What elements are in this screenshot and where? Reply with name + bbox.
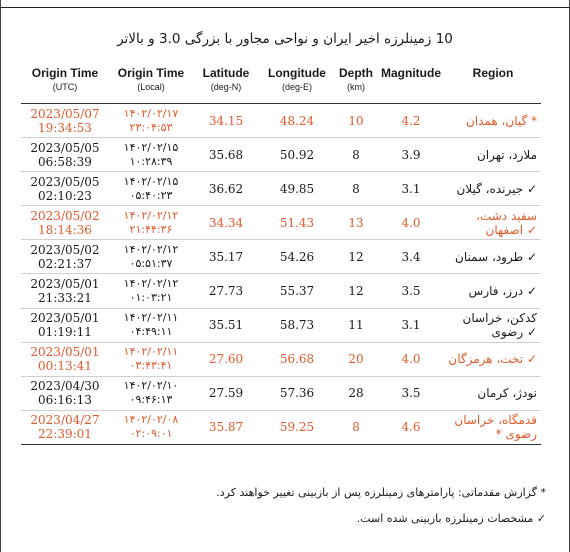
utc-date: 2023/05/05 xyxy=(30,174,100,189)
local-time: ۰۴:۴۹:۱۱ xyxy=(129,325,173,339)
cell-origin-local xyxy=(109,206,193,240)
cell-origin-local xyxy=(109,342,193,376)
cell-origin-local xyxy=(109,172,193,206)
local-date: ۱۴۰۲/۰۲/۱۰ xyxy=(123,379,179,393)
utc-time: 18:14:36 xyxy=(38,222,92,237)
cell-magnitude: 3.5 xyxy=(377,376,445,410)
utc-time: 06:16:13 xyxy=(38,393,92,408)
header-depth: Depth (km) xyxy=(335,62,377,104)
local-date: ۱۴۰۲/۰۲/۱۷ xyxy=(123,106,179,120)
cell-origin-utc xyxy=(21,138,109,172)
region-line-2: رضوی * xyxy=(495,427,537,442)
cell-latitude: 35.68 xyxy=(193,138,259,172)
table-header-row xyxy=(21,62,541,104)
utc-time: 02:10:23 xyxy=(38,188,92,203)
table-row xyxy=(21,240,541,274)
cell-origin-local xyxy=(109,274,193,308)
region-line-1: کدکن، خراسان xyxy=(462,311,537,326)
cell-region xyxy=(445,240,541,274)
region-line-1: سفید دشت، xyxy=(476,208,537,223)
cell-latitude: 35.51 xyxy=(193,308,259,342)
cell-longitude: 49.85 xyxy=(259,172,335,206)
region-line-1: نودژ، کرمان xyxy=(477,386,537,401)
header-origin-utc: Origin Time (UTC) xyxy=(21,62,109,104)
cell-origin-local xyxy=(109,138,193,172)
cell-magnitude: 3.9 xyxy=(377,138,445,172)
header-region: Region xyxy=(445,62,541,104)
cell-origin-utc xyxy=(21,104,109,138)
cell-depth: 8 xyxy=(335,172,377,206)
cell-latitude: 27.73 xyxy=(193,274,259,308)
cell-origin-utc xyxy=(21,308,109,342)
local-time: ۲۱:۴۴:۳۶ xyxy=(129,222,173,236)
cell-depth: 12 xyxy=(335,274,377,308)
cell-magnitude: 3.5 xyxy=(377,274,445,308)
table-row xyxy=(21,274,541,308)
local-time: ۰۲:۰۹:۰۱ xyxy=(129,427,173,441)
cell-magnitude: 3.4 xyxy=(377,240,445,274)
utc-time: 22:39:01 xyxy=(38,427,92,442)
header-longitude: Longitude (deg-E) xyxy=(259,62,335,104)
utc-time: 00:13:41 xyxy=(38,359,92,374)
cell-origin-local xyxy=(109,240,193,274)
cell-longitude: 48.24 xyxy=(259,104,335,138)
region-line-1: ✓ تخت، هرمزگان xyxy=(448,352,537,367)
cell-origin-utc xyxy=(21,376,109,410)
cell-origin-utc xyxy=(21,206,109,240)
cell-region xyxy=(445,342,541,376)
local-date: ۱۴۰۲/۰۲/۱۱ xyxy=(123,311,179,325)
cell-origin-local xyxy=(109,376,193,410)
region-line-1: ✓ درز، فارس xyxy=(468,284,537,299)
cell-depth: 12 xyxy=(335,240,377,274)
table-row xyxy=(21,376,541,410)
cell-origin-utc xyxy=(21,342,109,376)
cell-longitude: 56.68 xyxy=(259,342,335,376)
cell-longitude: 54.26 xyxy=(259,240,335,274)
cell-region xyxy=(445,274,541,308)
cell-origin-utc xyxy=(21,240,109,274)
region-line-1: ✓ طرود، سمنان xyxy=(455,249,537,264)
cell-origin-local xyxy=(109,410,193,444)
local-date: ۱۴۰۲/۰۲/۱۲ xyxy=(123,242,179,256)
local-date: ۱۴۰۲/۰۲/۱۵ xyxy=(123,140,179,154)
table-row xyxy=(21,104,541,138)
local-date: ۱۴۰۲/۰۲/۱۵ xyxy=(123,174,179,188)
cell-depth: 13 xyxy=(335,206,377,240)
utc-time: 02:21:37 xyxy=(38,256,92,271)
cell-depth: 20 xyxy=(335,342,377,376)
local-time: ۰۹:۴۶:۱۳ xyxy=(129,393,173,407)
header-latitude: Latitude (deg-N) xyxy=(193,62,259,104)
utc-time: 01:19:11 xyxy=(38,325,92,340)
page-left-border xyxy=(0,0,1,552)
page-top-border xyxy=(0,0,570,8)
earthquake-table xyxy=(21,62,541,445)
cell-latitude: 36.62 xyxy=(193,172,259,206)
cell-latitude: 27.60 xyxy=(193,342,259,376)
cell-region xyxy=(445,308,541,342)
cell-longitude: 55.37 xyxy=(259,274,335,308)
cell-longitude: 58.73 xyxy=(259,308,335,342)
region-line-1: * گیان، همدان xyxy=(465,113,537,128)
note-preliminary: * گزارش مقدماتی: پارامترهای زمینلرزه پس از بازبینی تغییر خواهند کرد. xyxy=(216,486,546,499)
header-magnitude: Magnitude xyxy=(377,62,445,104)
utc-date: 2023/04/30 xyxy=(30,379,100,394)
utc-time: 21:33:21 xyxy=(38,291,92,306)
cell-region xyxy=(445,206,541,240)
cell-depth: 8 xyxy=(335,138,377,172)
cell-region xyxy=(445,172,541,206)
cell-region xyxy=(445,376,541,410)
table-row xyxy=(21,138,541,172)
cell-region xyxy=(445,410,541,444)
utc-date: 2023/04/27 xyxy=(30,413,100,428)
utc-date: 2023/05/01 xyxy=(30,345,100,360)
local-time: ۰۳:۴۳:۴۱ xyxy=(129,359,173,373)
cell-origin-utc xyxy=(21,410,109,444)
utc-date: 2023/05/01 xyxy=(30,311,100,326)
cell-depth: 8 xyxy=(335,410,377,444)
local-time: ۰۱:۰۳:۲۱ xyxy=(129,291,173,305)
note-reviewed: ✓ مشخصات زمینلرزه بازبینی شده است. xyxy=(356,512,546,525)
table-row xyxy=(21,172,541,206)
utc-date: 2023/05/01 xyxy=(30,277,100,292)
cell-depth: 11 xyxy=(335,308,377,342)
cell-depth: 10 xyxy=(335,104,377,138)
utc-date: 2023/05/07 xyxy=(30,106,100,121)
utc-date: 2023/05/05 xyxy=(30,140,100,155)
table-row xyxy=(21,410,541,444)
cell-depth: 28 xyxy=(335,376,377,410)
cell-origin-utc xyxy=(21,172,109,206)
page-title: 10 زمینلرزه اخیر ایران و نواحی مجاور با بزرگی 3.0 و بالاتر xyxy=(117,31,453,47)
cell-longitude: 51.43 xyxy=(259,206,335,240)
local-date: ۱۴۰۲/۰۲/۱۲ xyxy=(123,277,179,291)
region-line-2: ✓ رضوی xyxy=(491,325,537,340)
cell-origin-local xyxy=(109,104,193,138)
cell-magnitude: 4.0 xyxy=(377,342,445,376)
cell-longitude: 57.36 xyxy=(259,376,335,410)
local-date: ۱۴۰۲/۰۲/۰۸ xyxy=(123,413,179,427)
cell-magnitude: 3.1 xyxy=(377,172,445,206)
cell-region xyxy=(445,138,541,172)
local-date: ۱۴۰۲/۰۲/۱۱ xyxy=(123,345,179,359)
local-time: ۲۳:۰۴:۵۳ xyxy=(129,120,173,134)
utc-time: 19:34:53 xyxy=(38,120,92,135)
table-row xyxy=(21,308,541,342)
cell-longitude: 59.25 xyxy=(259,410,335,444)
region-line-1: قدمگاه، خراسان xyxy=(454,413,537,428)
cell-latitude: 35.87 xyxy=(193,410,259,444)
cell-latitude: 34.15 xyxy=(193,104,259,138)
utc-time: 06:58:39 xyxy=(38,154,92,169)
cell-latitude: 34.34 xyxy=(193,206,259,240)
cell-magnitude: 4.0 xyxy=(377,206,445,240)
cell-magnitude: 3.1 xyxy=(377,308,445,342)
table-row xyxy=(21,206,541,240)
region-line-1: ملارد، تهران xyxy=(476,147,537,162)
local-time: ۰۵:۴۰:۲۳ xyxy=(129,188,173,202)
cell-origin-local xyxy=(109,308,193,342)
local-time: ۱۰:۲۸:۳۹ xyxy=(129,154,173,168)
region-line-2: ✓ اصفهان xyxy=(485,222,537,237)
cell-magnitude: 4.2 xyxy=(377,104,445,138)
header-origin-local: Origin Time (Local) xyxy=(109,62,193,104)
cell-region xyxy=(445,104,541,138)
cell-latitude: 27.59 xyxy=(193,376,259,410)
cell-latitude: 35.17 xyxy=(193,240,259,274)
utc-date: 2023/05/02 xyxy=(30,208,100,223)
local-time: ۰۵:۵۱:۳۷ xyxy=(129,256,173,270)
utc-date: 2023/05/02 xyxy=(30,242,100,257)
cell-origin-utc xyxy=(21,274,109,308)
local-date: ۱۴۰۲/۰۲/۱۲ xyxy=(123,208,179,222)
cell-magnitude: 4.6 xyxy=(377,410,445,444)
cell-longitude: 50.92 xyxy=(259,138,335,172)
table-row xyxy=(21,342,541,376)
region-line-1: ✓ جیرنده، گیلان xyxy=(456,181,537,196)
